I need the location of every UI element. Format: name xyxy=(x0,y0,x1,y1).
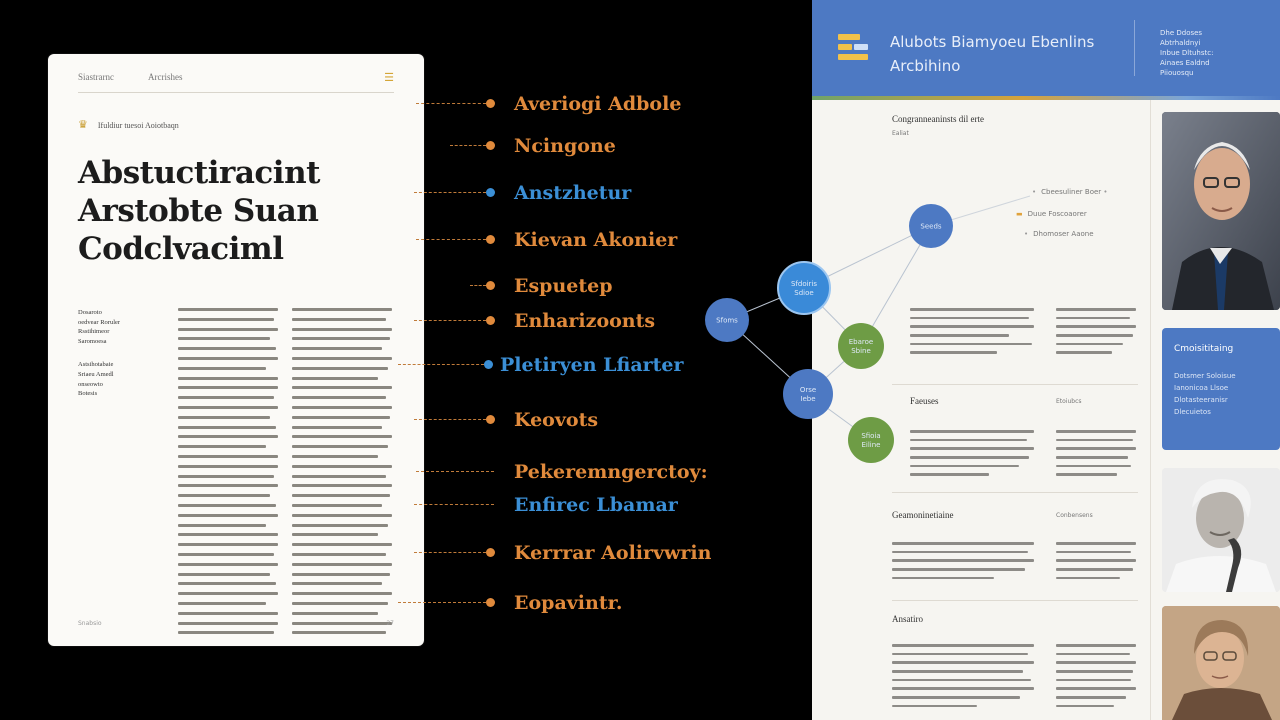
callout-label: Pekeremngerctoy: xyxy=(514,461,708,483)
side-note: onseowto xyxy=(78,380,103,388)
callout-label: Espuetep xyxy=(514,275,613,297)
graph-node-label: Sbine xyxy=(851,347,871,355)
callout-label: Kerrrar Aolirvwrin xyxy=(514,542,712,564)
journal-name: Siastrarnc xyxy=(78,72,114,82)
graph-nodes xyxy=(705,204,953,463)
portrait-photo[interactable] xyxy=(1162,112,1280,310)
info-card-line: Dotsmer Soloisue xyxy=(1174,372,1236,380)
portrait-elderly-man-icon xyxy=(1162,112,1280,310)
portrait-scientist-icon xyxy=(1162,468,1280,592)
callout-label: Pletiryen Lfiarter xyxy=(500,354,684,376)
graph-node[interactable] xyxy=(909,204,953,248)
callout-label: Anstzhetur xyxy=(514,182,632,204)
meta-line: Inbue Dltuhstc: xyxy=(1160,49,1214,57)
meta-line: Ainaes Ealdnd xyxy=(1160,59,1210,67)
menu-icon[interactable]: ☰ xyxy=(384,72,394,84)
paper-subheader-text: Ifuldiur tuesoi Aoiotbaqn xyxy=(97,121,179,130)
meta-line: Piiouosqu xyxy=(1160,69,1194,77)
info-card-line: Dlotasteeranisr xyxy=(1174,396,1228,404)
graph-node-label: Eiline xyxy=(861,441,881,449)
graph-node[interactable] xyxy=(783,369,833,419)
paper-title-line: Arstobte Suan xyxy=(78,193,319,229)
graph-node[interactable] xyxy=(848,417,894,463)
info-card-line: Ianonicoa Llsoe xyxy=(1174,384,1229,392)
graph-node-label: Iebe xyxy=(800,395,816,403)
info-card-title: Cmoisititaing xyxy=(1174,344,1234,354)
side-note: Botesis xyxy=(78,390,98,398)
graph-node[interactable] xyxy=(838,323,884,369)
info-card-text xyxy=(1174,370,1236,418)
callout-label: Enfirec Lbamar xyxy=(514,494,678,516)
side-note: Rsstihimeor xyxy=(78,328,110,336)
legend-item: • Dhomoser Aaone xyxy=(1024,230,1094,238)
side-note: Astsihotabaie xyxy=(78,361,114,369)
portrait-woman-icon xyxy=(1162,606,1280,720)
paper-footer-text: Snabsio xyxy=(78,620,102,627)
graph-node-label: Sfioia xyxy=(861,432,881,440)
graph-node-circle xyxy=(848,417,894,463)
meta-line: Dhe Ddoses xyxy=(1160,29,1203,37)
portrait-photo[interactable] xyxy=(1162,606,1280,720)
legend-item: ▬ Duue Foscoaorer xyxy=(1016,210,1087,218)
graph-node[interactable] xyxy=(705,298,749,342)
graph-node-label: Seeds xyxy=(920,222,942,231)
dashboard-title-line: Arcbihino xyxy=(890,57,961,75)
side-note: Saromoesa xyxy=(78,337,107,345)
side-note: oedvear Roruler xyxy=(78,318,121,326)
callout-label: Kievan Akonier xyxy=(514,229,678,251)
section-subtitle: Etoiubcs xyxy=(1056,398,1082,405)
graph-node-label: Sfdoiris xyxy=(790,280,818,288)
journal-section: Arcrishes xyxy=(148,72,183,82)
section-title: Congranneaninsts dil erte xyxy=(892,114,984,124)
legend-item: • Cbeesuliner Boer • xyxy=(1032,188,1108,196)
portrait-photo[interactable] xyxy=(1162,468,1280,592)
side-note: Sriaeu Amedl xyxy=(78,370,114,378)
callout-label: Ncingone xyxy=(514,135,616,157)
callout-label: Eopavintr. xyxy=(514,592,623,614)
graph-node-label: Sdioe xyxy=(794,289,814,297)
graph-node-circle xyxy=(783,369,833,419)
side-note: Dosaroto xyxy=(78,309,102,316)
meta-line: Abtrhaldnyi xyxy=(1160,39,1201,47)
graph-node-label: Ebaroe xyxy=(848,338,874,346)
crown-logo-icon: ♛ xyxy=(78,119,88,131)
page-number: 27 xyxy=(386,620,394,627)
graph-node-label: Sfoms xyxy=(716,316,738,325)
section-subtitle: Ealiat xyxy=(892,130,909,137)
section-title: Faeuses xyxy=(910,396,939,406)
section-title: Ansatiro xyxy=(892,614,923,624)
graph-node[interactable] xyxy=(778,262,830,314)
info-card-line: Dlecuietos xyxy=(1174,408,1211,416)
callout-label: Averiogi Adbole xyxy=(514,93,682,115)
dashboard-title-line: Alubots Biamyoeu Ebenlins xyxy=(890,33,1095,51)
graph-node-label: Orse xyxy=(799,386,817,394)
graph-node-circle xyxy=(838,323,884,369)
paper-title-line: Abstuctiracint xyxy=(78,155,320,191)
info-card[interactable] xyxy=(1162,328,1280,450)
graph-edges xyxy=(727,196,1030,440)
paper-title-line: Codclvaciml xyxy=(78,231,284,267)
graph-node-circle xyxy=(778,262,830,314)
section-subtitle: Conbensens xyxy=(1056,512,1093,519)
callout-label: Enharizoonts xyxy=(514,310,656,332)
section-title: Geamoninetiaine xyxy=(892,510,954,520)
callout-label: Keovots xyxy=(514,409,599,431)
